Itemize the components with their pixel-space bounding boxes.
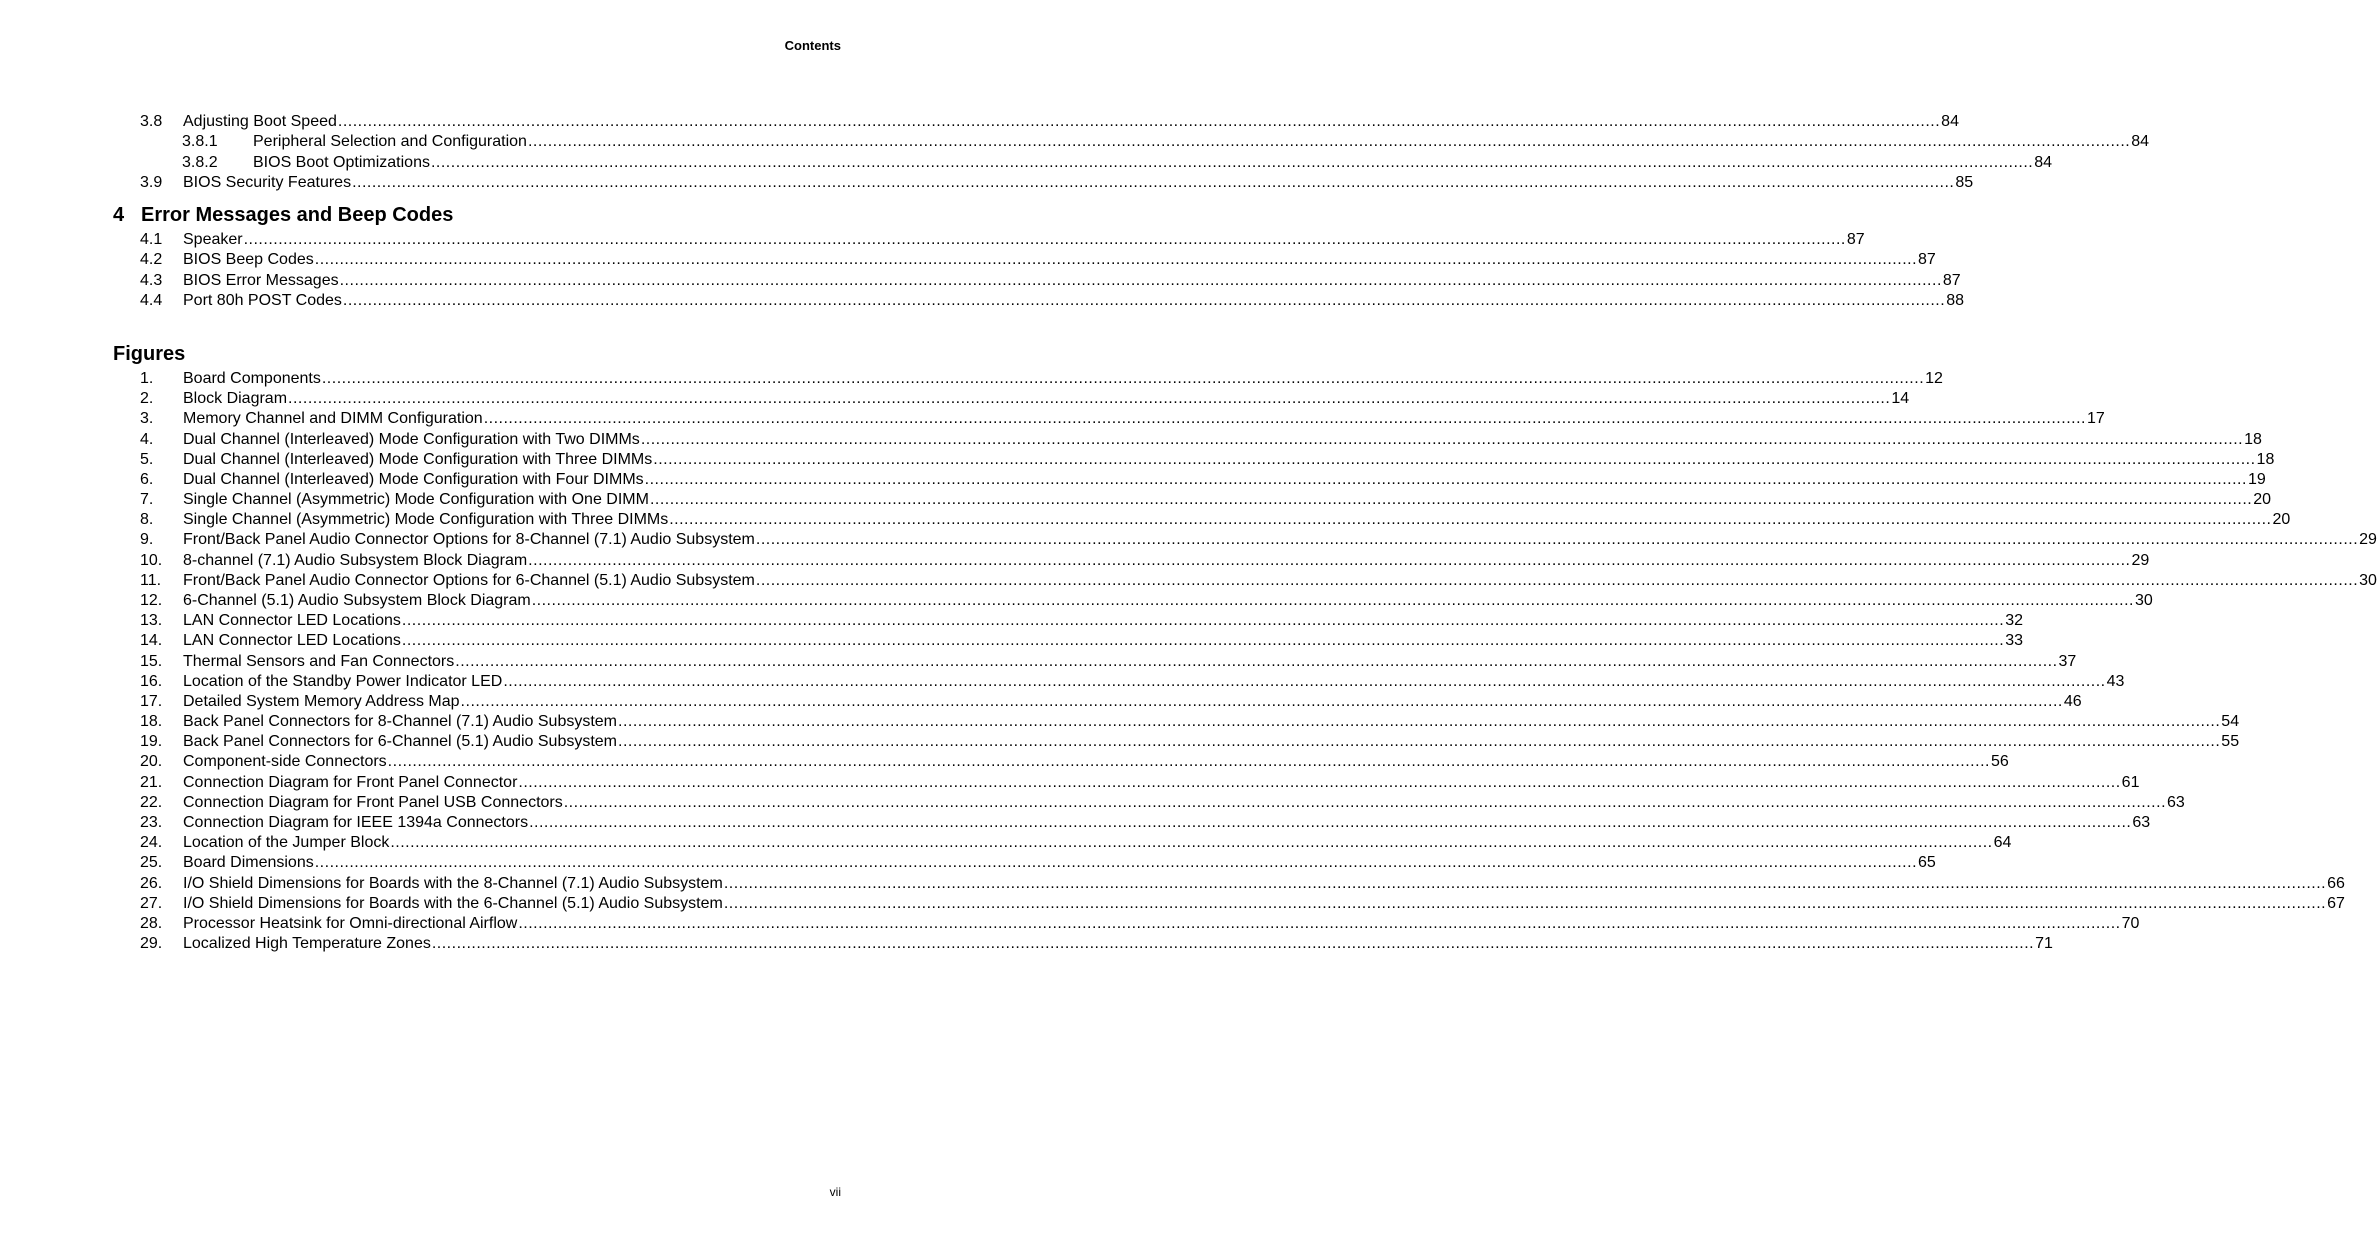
toc-entry-number: 2. (140, 390, 154, 408)
toc-entry-number: 4.3 (140, 271, 163, 289)
toc-entry-number: 28. (140, 914, 163, 932)
toc-entry-number: 25. (140, 854, 163, 872)
toc-entry-number: 24. (140, 834, 163, 852)
toc-entry-title: Localized High Temperature Zones (183, 935, 431, 953)
toc-entry-page: 46 (2063, 692, 2082, 710)
toc-dot-leader: .................................................................................................................................................................................................................................................................................................................................... (518, 914, 2121, 932)
toc-entry-number: 29. (140, 935, 163, 953)
toc-entry-page: 18 (2256, 450, 2275, 468)
toc-entry-number: 3. (140, 410, 154, 428)
toc-entry-title: I/O Shield Dimensions for Boards with the 8-Channel (7.1) Audio Subsystem (183, 874, 723, 892)
toc-entry[interactable] (140, 712, 2240, 732)
toc-entry[interactable] (140, 490, 2272, 510)
toc-entry-number: 17. (140, 692, 163, 710)
toc-entry[interactable] (140, 894, 2345, 914)
toc-dot-leader: .................................................................................................................................................................................................................................................................................................................................... (723, 894, 2327, 912)
toc-entry-page: 30 (2135, 591, 2153, 609)
chapter-title: Figures (113, 343, 186, 365)
toc-entry-page: 87 (1942, 271, 1961, 289)
toc-entry-title: Block Diagram (183, 390, 288, 408)
toc-entry-title: Connection Diagram for Front Panel USB Connectors (183, 793, 563, 811)
toc-entry[interactable] (140, 430, 2262, 450)
toc-dot-leader: .................................................................................................................................................................................................................................................................................................................................... (430, 154, 2034, 171)
toc-entry-title: Front/Back Panel Audio Connector Options for 8-Channel (7.1) Audio Subsystem (183, 531, 755, 549)
toc-entry-page: 55 (2221, 733, 2240, 751)
toc-entry-number: 18. (140, 713, 163, 731)
toc-entry-title: Board Components (183, 370, 321, 387)
toc-entry-title: 6-Channel (5.1) Audio Subsystem Block Diagram (183, 591, 531, 609)
toc-entry-page: 66 (2327, 874, 2345, 892)
toc-entry-page: 84 (2034, 154, 2053, 171)
toc-dot-leader: .................................................................................................................................................................................................................................................................................................................................... (390, 834, 1993, 852)
toc-entry-number: 3.8.1 (182, 133, 218, 150)
toc-entry[interactable] (140, 692, 2082, 712)
toc-entry[interactable] (140, 132, 2150, 152)
toc-entry-title: I/O Shield Dimensions for Boards with the 6-Channel (5.1) Audio Subsystem (183, 894, 723, 912)
toc-entry[interactable] (140, 369, 1943, 389)
toc-entry-title: Single Channel (Asymmetric) Mode Configuration with One DIMM (183, 491, 649, 509)
toc-entry-number: 8. (140, 511, 154, 529)
toc-entry-number: 19. (140, 733, 163, 751)
toc-entry[interactable] (140, 510, 2291, 530)
toc-dot-leader: .................................................................................................................................................................................................................................................................................................................................... (528, 551, 2131, 569)
toc-dot-leader: .................................................................................................................................................................................................................................................................................................................................... (518, 773, 2121, 791)
toc-entry-page: 84 (1941, 113, 1959, 130)
toc-entry-number: 6. (140, 470, 154, 488)
toc-entry-page: 20 (2253, 491, 2272, 509)
figures-heading (113, 342, 185, 366)
toc-dot-leader: .................................................................................................................................................................................................................................................................................................................................... (431, 935, 2035, 953)
toc-entry-number: 14. (140, 632, 163, 650)
toc-dot-leader: .................................................................................................................................................................................................................................................................................................................................... (755, 571, 2359, 589)
toc-dot-leader: .................................................................................................................................................................................................................................................................................................................................... (640, 430, 2244, 448)
toc-dot-leader: .................................................................................................................................................................................................................................................................................................................................... (531, 591, 2134, 609)
toc-dot-leader: .................................................................................................................................................................................................................................................................................................................................... (314, 251, 1918, 269)
toc-entry-number: 4.2 (140, 251, 163, 269)
toc-entry-title: Board Dimensions (183, 854, 314, 872)
toc-dot-leader: .................................................................................................................................................................................................................................................................................................................................... (401, 632, 2005, 650)
toc-dot-leader: .................................................................................................................................................................................................................................................................................................................................... (387, 753, 1990, 771)
toc-entry-page: 88 (1946, 291, 1964, 309)
toc-entry-page: 63 (2132, 813, 2151, 831)
toc-entry-number: 3.8.2 (182, 154, 218, 171)
toc-entry-number: 5. (140, 450, 154, 468)
toc-entry-title: Dual Channel (Interleaved) Mode Configuration with Two DIMMs (183, 430, 640, 448)
toc-entry[interactable] (140, 934, 2053, 954)
toc-entry-title: Connection Diagram for IEEE 1394a Connectors (183, 813, 529, 831)
toc-dot-leader: .................................................................................................................................................................................................................................................................................................................................... (483, 410, 2086, 428)
toc-entry-number: 4. (140, 430, 154, 448)
toc-entry[interactable] (140, 389, 1910, 409)
toc-entry-page: 87 (1846, 231, 1865, 248)
toc-entry[interactable] (140, 153, 2053, 173)
toc-dot-leader: .................................................................................................................................................................................................................................................................................................................................... (503, 672, 2106, 690)
toc-entry[interactable] (140, 230, 1865, 250)
toc-entry[interactable] (140, 250, 1936, 270)
toc-dot-leader: .................................................................................................................................................................................................................................................................................................................................... (529, 813, 2132, 831)
toc-entry-page: 37 (2058, 652, 2077, 670)
toc-dot-leader: .................................................................................................................................................................................................................................................................................................................................... (342, 291, 1946, 309)
toc-entry-title: Thermal Sensors and Fan Connectors (183, 652, 455, 670)
toc-entry[interactable] (140, 732, 2240, 752)
toc-entry-page: 20 (2272, 511, 2291, 529)
toc-entry[interactable] (140, 450, 2275, 470)
toc-entry-title: BIOS Boot Optimizations (253, 154, 430, 171)
toc-dot-leader: .................................................................................................................................................................................................................................................................................................................................... (288, 390, 1891, 408)
toc-entry-title: LAN Connector LED Locations (183, 612, 401, 630)
toc-entry[interactable] (140, 914, 2140, 934)
toc-entry[interactable] (140, 631, 2023, 651)
toc-entry-page: 33 (2005, 632, 2023, 650)
toc-entry[interactable] (140, 591, 2153, 611)
toc-entry-page: 54 (2221, 713, 2240, 731)
toc-entry-title: Connection Diagram for Front Panel Connector (183, 773, 518, 791)
toc-entry[interactable] (140, 611, 2023, 631)
toc-dot-leader: .................................................................................................................................................................................................................................................................................................................................... (455, 652, 2058, 670)
toc-entry-page: 65 (1918, 854, 1936, 872)
toc-entry[interactable] (140, 752, 2009, 772)
toc-entry[interactable] (140, 551, 2150, 571)
toc-entry-title: Front/Back Panel Audio Connector Options for 6-Channel (5.1) Audio Subsystem (183, 571, 755, 589)
toc-entry-page: 12 (1925, 370, 1943, 387)
toc-dot-leader: .................................................................................................................................................................................................................................................................................................................................... (321, 370, 1925, 387)
toc-entry-page: 85 (1955, 174, 1974, 191)
toc-entry-page: 67 (2327, 894, 2345, 912)
toc-entry[interactable] (140, 874, 2345, 894)
toc-dot-leader: .................................................................................................................................................................................................................................................................................................................................... (563, 793, 2167, 811)
toc-entry[interactable] (140, 291, 1964, 311)
toc-entry[interactable] (140, 773, 2140, 793)
toc-entry-number: 20. (140, 753, 163, 771)
toc-entry-title: Peripheral Selection and Configuration (253, 133, 527, 150)
toc-dot-leader: .................................................................................................................................................................................................................................................................................................................................... (527, 133, 2131, 150)
toc-entry-page: 70 (2121, 914, 2140, 932)
toc-entry-number: 9. (140, 531, 154, 549)
toc-entry-page: 32 (2005, 612, 2023, 630)
toc-entry-page: 87 (1918, 251, 1936, 269)
toc-entry-number: 16. (140, 672, 163, 690)
toc-entry[interactable] (140, 112, 1959, 132)
toc-entry-number: 12. (140, 591, 163, 609)
page-number: vii (829, 1185, 841, 1199)
toc-dot-leader: .................................................................................................................................................................................................................................................................................................................................... (243, 231, 1846, 248)
toc-entry[interactable] (140, 530, 2377, 550)
toc-entry-page: 14 (1891, 390, 1910, 408)
toc-entry-number: 3.8 (140, 113, 163, 130)
toc-entry-page: 56 (1990, 753, 2009, 771)
toc-dot-leader: .................................................................................................................................................................................................................................................................................................................................... (653, 450, 2256, 468)
toc-entry-number: 1. (140, 370, 154, 387)
toc-entry-title: Dual Channel (Interleaved) Mode Configuration with Four DIMMs (183, 470, 644, 488)
toc-entry-number: 26. (140, 874, 163, 892)
toc-entry-title: Port 80h POST Codes (183, 291, 342, 309)
toc-entry-number: 22. (140, 793, 163, 811)
toc-entry-page: 18 (2244, 430, 2262, 448)
toc-entry-title: BIOS Beep Codes (183, 251, 314, 269)
toc-entry[interactable] (140, 409, 2105, 429)
toc-dot-leader: .................................................................................................................................................................................................................................................................................................................................... (723, 874, 2327, 892)
toc-entry-number: 4.1 (140, 231, 163, 248)
toc-entry-number: 10. (140, 551, 163, 569)
toc-dot-leader: .................................................................................................................................................................................................................................................................................................................................... (314, 854, 1918, 872)
toc-entry[interactable] (140, 813, 2151, 833)
toc-entry-page: 29 (2131, 551, 2150, 569)
toc-entry-title: Location of the Standby Power Indicator LED (183, 672, 503, 690)
toc-dot-leader: .................................................................................................................................................................................................................................................................................................................................... (618, 733, 2221, 751)
toc-dot-leader: .................................................................................................................................................................................................................................................................................................................................... (339, 271, 1942, 289)
toc-entry-number: 15. (140, 652, 163, 670)
toc-entry[interactable] (140, 853, 1936, 873)
chapter-title: Error Messages and Beep Codes (141, 204, 454, 226)
toc-entry[interactable] (140, 271, 1961, 291)
toc-entry-page: 61 (2121, 773, 2140, 791)
toc-entry-title: Location of the Jumper Block (183, 834, 390, 852)
toc-dot-leader: .................................................................................................................................................................................................................................................................................................................................... (669, 511, 2272, 529)
toc-entry[interactable] (140, 173, 1974, 193)
toc-entry[interactable] (140, 672, 2125, 692)
toc-entry-title: Speaker (183, 231, 243, 248)
toc-entry-page: 29 (2359, 531, 2377, 549)
toc-entry-page: 17 (2086, 410, 2105, 428)
toc-dot-leader: .................................................................................................................................................................................................................................................................................................................................... (337, 113, 1941, 130)
toc-entry-page: 64 (1993, 834, 2012, 852)
toc-entry-title: BIOS Security Features (183, 174, 352, 191)
toc-entry-number: 7. (140, 491, 154, 509)
toc-entry[interactable] (140, 571, 2377, 591)
toc-entry[interactable] (140, 470, 2266, 490)
toc-entry-number: 13. (140, 612, 163, 630)
toc-entry-number: 3.9 (140, 174, 163, 191)
toc-entry-page: 43 (2106, 672, 2125, 690)
chapter-heading (113, 203, 453, 227)
toc-entry-number: 4.4 (140, 291, 163, 309)
toc-dot-leader: .................................................................................................................................................................................................................................................................................................................................... (644, 470, 2247, 488)
toc-entry[interactable] (140, 793, 2185, 813)
toc-entry-page: 84 (2131, 133, 2150, 150)
toc-entry[interactable] (140, 833, 2012, 853)
toc-entry-title: Memory Channel and DIMM Configuration (183, 410, 483, 428)
toc-entry-title: Processor Heatsink for Omni-directional Airflow (183, 914, 518, 932)
toc-entry-title: Detailed System Memory Address Map (183, 692, 460, 710)
toc-entry[interactable] (140, 652, 2077, 672)
toc-entry-page: 71 (2035, 935, 2053, 953)
toc-entry-number: 11. (140, 571, 162, 589)
toc-dot-leader: .................................................................................................................................................................................................................................................................................................................................... (460, 692, 2063, 710)
toc-entry-title: LAN Connector LED Locations (183, 632, 401, 650)
toc-dot-leader: .................................................................................................................................................................................................................................................................................................................................... (649, 491, 2253, 509)
toc-entry-title: Dual Channel (Interleaved) Mode Configuration with Three DIMMs (183, 450, 653, 468)
toc-entry-number: 21. (140, 773, 163, 791)
toc-dot-leader: .................................................................................................................................................................................................................................................................................................................................... (618, 713, 2221, 731)
toc-entry-page: 30 (2359, 571, 2377, 589)
toc-entry-title: Back Panel Connectors for 6-Channel (5.1) Audio Subsystem (183, 733, 618, 751)
toc-entry-title: 8-channel (7.1) Audio Subsystem Block Diagram (183, 551, 528, 569)
toc-entry-title: Back Panel Connectors for 8-Channel (7.1) Audio Subsystem (183, 713, 618, 731)
toc-dot-leader: .................................................................................................................................................................................................................................................................................................................................... (401, 612, 2005, 630)
toc-entry-title: Component-side Connectors (183, 753, 387, 771)
toc-entry-title: Adjusting Boot Speed (183, 113, 337, 130)
toc-entry-page: 63 (2167, 793, 2185, 811)
running-header: Contents (784, 38, 841, 53)
toc-dot-leader: .................................................................................................................................................................................................................................................................................................................................... (755, 531, 2359, 549)
toc-entry-page: 19 (2247, 470, 2266, 488)
toc-entry-title: BIOS Error Messages (183, 271, 339, 289)
toc-entry-number: 23. (140, 813, 163, 831)
toc-entry-title: Single Channel (Asymmetric) Mode Configuration with Three DIMMs (183, 511, 669, 529)
toc-entry-number: 27. (140, 894, 163, 912)
chapter-number: 4 (113, 204, 125, 226)
toc-dot-leader: .................................................................................................................................................................................................................................................................................................................................... (352, 174, 1955, 191)
